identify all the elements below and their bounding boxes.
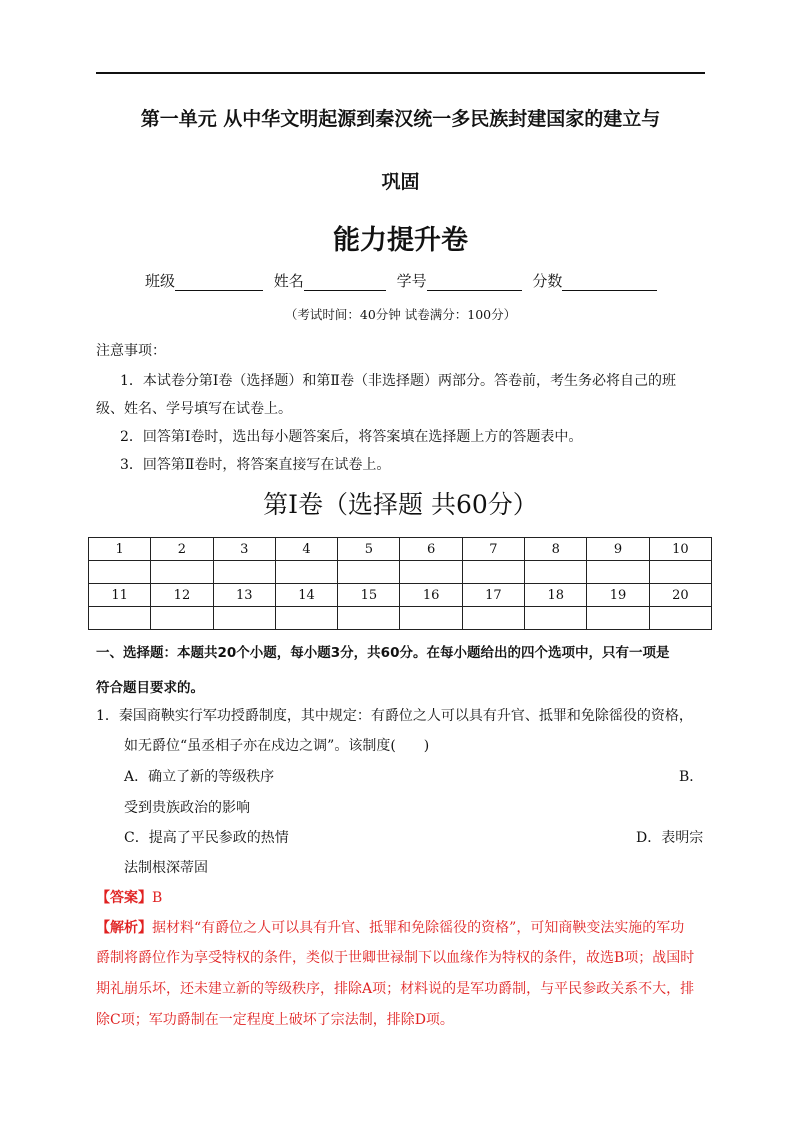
answer-cell[interactable]: [649, 561, 711, 584]
answer-number-row-2: [89, 584, 712, 607]
class-blank[interactable]: [175, 274, 263, 291]
question-number-cell: 10: [649, 538, 711, 561]
name-blank[interactable]: [304, 274, 386, 291]
answer-cell[interactable]: [400, 561, 462, 584]
answer-cell[interactable]: [525, 561, 587, 584]
instructions-line1: 一、选择题：本题共20个小题，每小题3分，共60分。在每小题给出的四个选项中，只有一项是: [96, 645, 670, 661]
analysis-line1: [96, 917, 684, 937]
question1-option-b-label: B．: [679, 769, 704, 785]
answer-cell[interactable]: [525, 607, 587, 630]
answer-cell[interactable]: [213, 607, 275, 630]
question-number-cell: 18: [525, 584, 587, 607]
question-number-cell: 17: [462, 584, 524, 607]
unit-title-line1: 第一单元 从中华文明起源到秦汉统一多民族封建国家的建立与: [140, 108, 661, 130]
question-number-cell: 7: [462, 538, 524, 561]
analysis-line2: 爵制将爵位作为享受特权的条件，类似于世卿世禄制下以血缘作为特权的条件，故选B项；战国时: [96, 950, 695, 966]
question-number-cell: 6: [400, 538, 462, 561]
answer-cell[interactable]: [462, 561, 524, 584]
answer-cell[interactable]: [587, 561, 649, 584]
question-number-cell: 19: [587, 584, 649, 607]
question1-stem-line1: 1．秦国商鞅实行军功授爵制度，其中规定：有爵位之人可以具有升官、抵罪和免除徭役的资格，: [96, 708, 693, 724]
question-number-cell: 9: [587, 538, 649, 561]
id-blank[interactable]: [427, 274, 522, 291]
question-number-cell: 5: [338, 538, 400, 561]
question1-option-b-text: 受到贵族政治的影响: [124, 800, 250, 816]
answer-cell[interactable]: [587, 607, 649, 630]
notice-item1-line2: 级、姓名、学号填写在试卷上。: [96, 401, 292, 417]
question1-option-d-text: 法制根深蒂固: [124, 860, 208, 876]
question1-option-a: A．确立了新的等级秩序: [124, 769, 275, 785]
analysis-line4: 除C项；军功爵制在一定程度上破坏了宗法制，排除D项。: [96, 1012, 454, 1028]
answer-number-row-1: [89, 538, 712, 561]
answer-cell[interactable]: [151, 607, 213, 630]
unit-title-line2: 巩固: [381, 171, 420, 193]
answer-cell[interactable]: [338, 607, 400, 630]
notice-item3: 3．回答第Ⅱ卷时，将答案直接写在试卷上。: [120, 457, 391, 473]
notice-heading: 注意事项：: [96, 343, 166, 359]
answer-cell[interactable]: [151, 561, 213, 584]
section-title: 第Ⅰ卷（选择题 共60分）: [263, 490, 538, 519]
analysis-label: 【解析】: [96, 920, 152, 936]
answer-cell[interactable]: [462, 607, 524, 630]
answer-cell[interactable]: [89, 607, 151, 630]
answer-label: 【答案】: [96, 890, 152, 906]
answer-cell[interactable]: [400, 607, 462, 630]
answer-cell[interactable]: [275, 607, 337, 630]
answer-input-row-1: [89, 561, 712, 584]
header-rule: [96, 72, 705, 74]
id-label: 学号: [396, 272, 427, 290]
answer-cell[interactable]: [275, 561, 337, 584]
question-number-cell: 12: [151, 584, 213, 607]
answer-cell[interactable]: [338, 561, 400, 584]
question-number-cell: 13: [213, 584, 275, 607]
question-number-cell: 2: [151, 538, 213, 561]
notice-item1-line1: 1．本试卷分第Ⅰ卷（选择题）和第Ⅱ卷（非选择题）两部分。答卷前，考生务必将自己的班: [120, 373, 676, 389]
question-number-cell: 20: [649, 584, 711, 607]
question-number-cell: 15: [338, 584, 400, 607]
question-number-cell: 16: [400, 584, 462, 607]
answer-line: [96, 887, 162, 907]
answer-value: B: [152, 890, 163, 906]
question-number-cell: 1: [89, 538, 151, 561]
answer-cell[interactable]: [649, 607, 711, 630]
instructions-line2: 符合题目要求的。: [96, 680, 204, 696]
class-label: 班级: [145, 272, 176, 290]
question-number-cell: 3: [213, 538, 275, 561]
question-number-cell: 8: [525, 538, 587, 561]
answer-cell[interactable]: [89, 561, 151, 584]
notice-item2: 2．回答第Ⅰ卷时，选出每小题答案后，将答案填在选择题上方的答题表中。: [120, 429, 583, 445]
analysis-line3: 期礼崩乐坏，还未建立新的等级秩序，排除A项；材料说的是军功爵制，与平民参政关系不大，排: [96, 981, 695, 997]
exam-time-note: （考试时间：40分钟 试卷满分：100分）: [284, 307, 517, 322]
score-label: 分数: [532, 272, 563, 290]
question-number-cell: 4: [275, 538, 337, 561]
answer-cell[interactable]: [213, 561, 275, 584]
question1-option-d-label: D．表明宗: [636, 830, 704, 846]
question-number-cell: 11: [89, 584, 151, 607]
student-info-row: [145, 270, 663, 291]
volume-title: 能力提升卷: [333, 225, 468, 256]
score-blank[interactable]: [562, 274, 657, 291]
answer-table: [88, 537, 712, 630]
question1-stem-line2: 如无爵位“虽丞相子亦在戍边之调”。该制度( ): [124, 738, 430, 754]
answer-input-row-2: [89, 607, 712, 630]
question-number-cell: 14: [275, 584, 337, 607]
name-label: 姓名: [273, 272, 304, 290]
question1-option-c: C．提高了平民参政的热情: [124, 830, 289, 846]
analysis-text-line1: 据材料“有爵位之人可以具有升官、抵罪和免除徭役的资格”，可知商鞅变法实施的军功: [152, 920, 685, 936]
